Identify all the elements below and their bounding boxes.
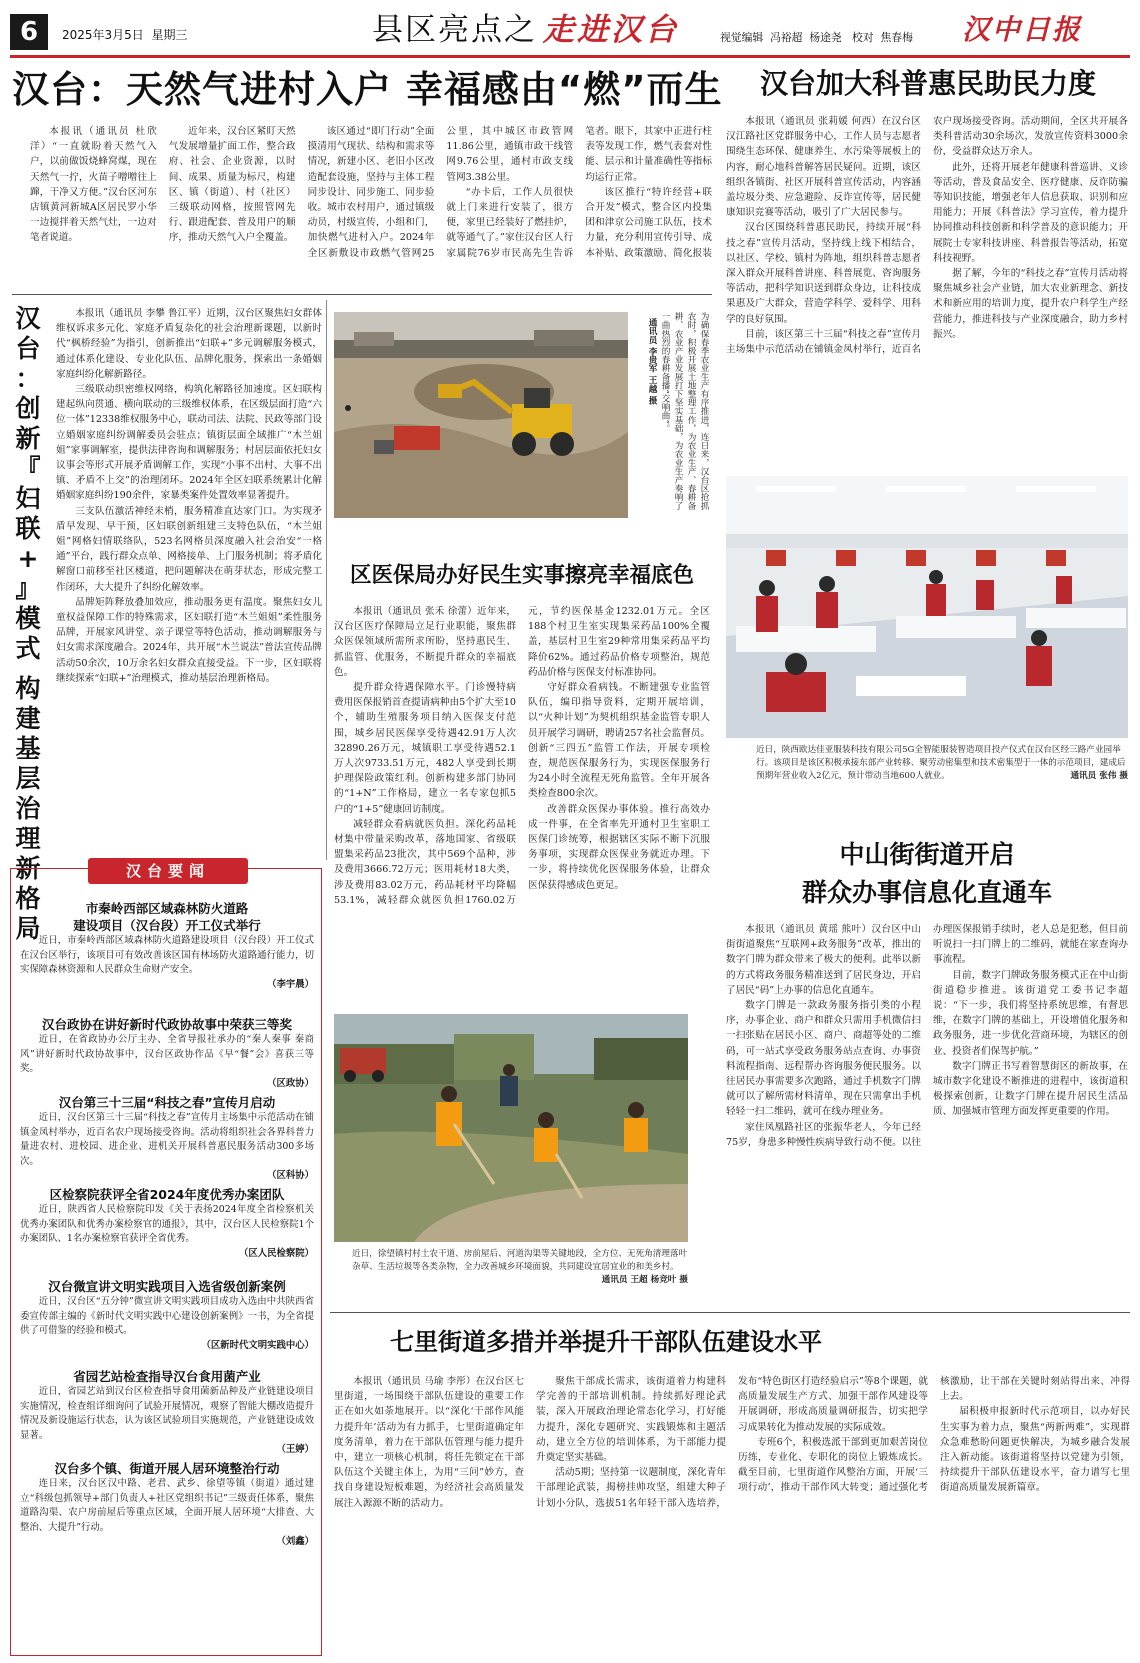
article5-headline-line1: 中山街街道开启: [839, 840, 1015, 869]
article4-body: 本报讯（通讯员 张禾 徐蕾）近年来，汉台区医疗保障局立足行业职能，聚焦群众医保领域所需所求所盼，坚持惠民生、抓监管、优服务，不断提升群众的幸福底色。 提升群众待遇保障水平。门诊慢特病费用医保报销首查提请病种由5个扩大至10个，辅助生殖服务项目纳入医保支付范围，城乡居民医保享受待遇42.91万人次32890.26万元，城镇职工享受待遇52.1万人次9733.51万元，482人享受到长期护理保险政策红利。创新构建多部门协同的“1+N”工作格局，建立一名专家包抓5户的“1+5”健康回访制度。 减轻群众看病就医负担。深化药品耗材集中带量采购改革，落地国家、省级联盟集采药品23批次，其中569个品种，涉及费用3666.72万元；医用耗材18大类，涉及费用83.02万元，药品耗材平均降幅53.1%，减轻群众就医负担1760.02万元，节约医保基金1232.01万元。全区188个村卫生室实现集采药品100%全覆盖，基层村卫生室29种常用集采药品平均降价62%。通过药品价格专项整治，规范药品价格与医保支付标准协同。 守好群众看病钱。不断建强专业监管队伍，编印指导资料，定期开展培训，以“火种计划”为契机组织基金监管专职人员开展学习调研，聘请257名社会监督员。创新“三四五”监管工作法，开展专项检查，规范医保服务行为，实现医保服务行为24小时全流程无死角监管。全年开展各类检查800余次。 改善群众医保办事体验。推行高效办成一件事，在全省率先开通村卫生室职工医保门诊统筹，根据辖区实际不断下沉服务事项，实现群众医保业务就近办理。下一步，将持续优化医保服务体验，让群众医保获得感成色更足。: [334, 606, 710, 906]
article5-body: 本报讯（通讯员 黄瑶 熊叶）汉台区中山街街道聚焦“互联网+政务服务”改革，推出的数字门牌为群众带来了极大的便利。此举以新的方式将政务服务精准送到了居民身边，开启了居民“码”上办事的信息化直通车。 数字门牌是一款政务服务指引类的小程序，办事企业、商户和群众只需用手机微信扫一扫张贴在居民小区、商户、商超等处的二维码，可一站式享受政务服务站点查询、办事资料流程指南、远程帮办咨询服务便民服务。以往居民办事需要多次跑路，通过手机数字门牌就可以了解所需材料清单，现在只需拿出手机轻轻一扫二维码，就可在线办理业务。 家住凤凰路社区的张振华老人，今年已经75岁，身患多种慢性疾病导致行动不便。以往办理医保报销手续时，老人总是犯愁，但目前听说扫一扫门牌上的二维码，就能在家查询办事流程。 目前，数字门牌政务服务模式正在中山街街道稳步推进。该街道党工委书记李超说：“下一步，我们将坚持系统思维，有督思维，在数字门牌的基础上，开设增值化服务和政务服务，进一步优化营商环境，为辖区的创业、投资者们保驾护航。” 数字门牌正书写着智慧街区的新故事，在城市数字化建设不断推进的进程中，该街道积极探索创新，让数字门牌在提升居民生活品质、加强城市管理方面发挥更重要的作用。: [726, 924, 1128, 1148]
article3-body: 本报讯（通讯员 李攀 鲁江平）近期，汉台区聚焦妇女群体维权诉求多元化、家庭矛盾复杂化的社会治理新课题，以新时代“枫桥经验”为指引，创新推出“妇联+”多元调解服务模式，通过体系化建设、专业化队伍、品牌化服务，探索出一条婚姻家庭纠纷化解新路径。 三级联动织密维权网络，构筑化解路径加速度。区妇联构建起纵向贯通、横向联动的三级维权体系，在区级层面打造“六位一体”12338维权服务中心，联动司法、法院、民政等部门设立婚姻家庭纠纷调解委员会驻点；镇街层面全域推广“木兰姐姐”家事调解室，提供法律咨询和调解服务；村居层面依托妇女议事会等形式开展矛盾调解工作，实现“小事不出村、大事不出镇、矛盾不上交”的治理闭环。2024年全区妇联系统累计化解婚姻家庭纠纷190余件，家暴类案件处置效率显著提升。 三支队伍激活神经末梢，服务精准直达家门口。为实现矛盾早发现、早干预，区妇联创新组建三支特色队伍，“木兰姐姐”网格妇情联络队，523名网格员深度融入社会治安“一格通”平台，践行群众点单、网格接单、上门服务机制；将矛盾化解窗口前移至社区楼道，把问题解决在萌芽状态，形成完整工作闭环，大大提升了纠纷化解效率。 品牌矩阵释放叠加效应，推动服务更有温度。聚焦妇女儿童权益保障工作的特殊需求，区妇联打造“木兰姐姐”柔性服务品牌，开展家风讲堂、亲子课堂等特色活动，推动调解服务与妇女需求深度融合。2024年，共开展“木兰说法”普法宣传品牌活动50余次，10万余名妇女群众直接受益。下一步，区妇联将继续探索“妇联+”治理模式，推动基层治理新格局。: [56, 308, 322, 684]
news-briefs-header: 汉台要闻: [125, 862, 210, 880]
article6-top-rule: [330, 1312, 1130, 1313]
farmland-photo-caption: 为确保春季农业生产有序推进，连日来，汉台区抢抓农时，积极开展土地整理工作，为农业生产、春耕备耕、农业产业发展打下坚实基础，为农业生产奏响了一曲热烈的春耕备播“交响曲”。 通讯员 李贵军 王越 摄: [647, 312, 709, 510]
section-title: 县区亮点之 走进汉台: [372, 12, 679, 48]
brief-item: 市秦岭西部区域森林防火道路 建设项目（汉台段）开工仪式举行 近日，市秦岭西部区域森林防火道路建设项目（汉台段）开工仪式在汉台区举行，该项目可有效改善该区国有林场防火道路通行能力，切实保障森林资源和人民群众生命财产安全。 （李宇晨）: [20, 901, 314, 990]
article2-body: 本报讯（通讯员 张莉媛 何西）在汉台区汉江路社区党群服务中心，工作人员与志愿者围绕生态环保、健康养生、水污染等展板上的内容，耐心地科普解答居民疑问。近期，该区组织各镇街、社区开展科普宣传活动，内容涵盖垃圾分类、应急避险、反诈宣传等，居民健康知识竞赛等活动，吸引了广大居民参与。 汉台区围绕科普惠民助民，持续开展“科技之春”宣传月活动，坚持线上线下相结合，以社区、学校、镇村为阵地，组织科普志愿者深入群众开展科普讲座、科普展览、咨询服务等活动，把科学知识送到群众身边，让科技成果惠及广大群众，营造学科学、爱科学、用科学的良好氛围。 目前，该区第三十三届“科技之春”宣传月主场集中示范活动在铺镇金凤村举行，近百名农户现场接受咨询。活动期间，全区共开展各类科普活动30余场次，发放宣传资料3000余份，受益群众达万余人。 此外，还将开展老年健康科普巡讲、义诊等活动，普及食品安全、医疗健康、反诈防骗等知识技能，增强老年人信息获取、识别和应用能力；开展《科普法》学习宣传，着力提升协同推动科技创新和科学普及的意识能力；开展院士专家科技讲座、科普报告等活动，拓宽科技视野。 据了解，今年的“科技之春”宣传月活动将聚焦城乡社会产业链，加大农业新理念、新技术和新应用的培训力度，提升农户科学生产经营能力，推进科技与产业深度融合，助力乡村振兴。: [726, 116, 1128, 356]
column-divider: [326, 300, 327, 860]
brief-item: 汉台微宣讲文明实践项目入选省级创新案例 近日，汉台区“五分钟”微宣讲文明实践项目成功入选由中共陕西省委宣传部主编的《新时代文明实践中心建设创新案例》一书，为全省提供了可借鉴的经验和模式。 （区新时代文明实践中心）: [20, 1279, 314, 1351]
article1-headline: 汉台：天然气进村入户 幸福感由“燃”而生: [12, 68, 723, 111]
article4-headline: 区医保局办好民生实事擦亮幸福底色: [349, 563, 694, 588]
farmland-excavator-photo: [334, 312, 628, 518]
article5-headline-line2: 群众办事信息化直通车: [801, 878, 1052, 907]
brief-item: 省园艺站检查指导汉台食用菌产业 近日，省园艺站到汉台区检查指导食用菌新品种及产业链建设项目实施情况，检查组详细询问了试验开展情况，观察了智能大棚改造提升情况及新设施运行状态，认为该区试验项目实施规范，产业链建设成效显著。 （王婷）: [20, 1369, 314, 1456]
article3-vertical-headline: 汉 台 ： 创 新 『 妇 联 + 』 模 式 构 建 基 层 治 理 新 格 局: [15, 304, 41, 943]
brief-item: 区检察院获评全省2024年度优秀办案团队 近日，陕西省人民检察院印发《关于表扬2024年度全省检察机关优秀办案团队和优秀办案检察官的通报》，其中，汉台区人民检察院1个办案团队、1名办案检察官获评全省优秀。 （区人民检察院）: [20, 1187, 314, 1259]
garment-factory-photo: [726, 476, 1128, 738]
factory-photo-caption: 近日，陕西欧达佳亚服装科技有限公司5G全智能服装智造项目投产仪式在汉台区经三路产业园举行。该项目是该区积极承接东部产业转移、聚劳动密集型和技术密集型于一体的示范项目，建成后预期年营业收入2亿元，预计带动当地600人就业。 通讯员 张伟 摄: [756, 745, 1128, 781]
paper-logo: 汉中日报: [962, 13, 1083, 46]
article6-body: 本报讯（通讯员 马瑜 李彤）在汉台区七里街道，一场围绕干部队伍建设的重要工作正在如火如荼地展开。以“深化‘干部作风能力提升年’活动为有力抓手，七里街道确定年度务清单，着力在干部队伍管理与能力提升中，建立一项核心机制，将任先锁定在干部队伍这个关键主体上，为用“三问”妙方，查找自身建设短板难题，为经济社会高质量发展注入源源不断的活动力。 聚焦干部成长需求，该街道着力构建科学完善的干部培训机制。持续抓好理论武装，深入开展政治理论常态化学习，打好能力提升，深化专题研究、实践锻炼和主题活动，建立全方位的培训体系，为干部能力提升奠定坚实基础。 活动5期；坚持第一议题制度，深化青年干部理论武装，揭榜挂帅攻坚，组建大种子计划小分队，选拔51名年轻干部入选培养，发布“特色街区打造经验启示”等8个课题，就高质量发展生产方式、加强干部作风建设等开展调研，形成高质量调研报告，切实把学习成果转化为推动发展的实际成效。 专班6个，积极选派干部到更加艰苦岗位历练，专业化、专职化的岗位上锻炼成长。截至目前，七里街道作风整治方面，开展‘三项行动’，推动干部作风大转变；通过强化考核激励，让干部在关键时刻站得出来、冲得上去。 届积极申报新时代示范项目，以办好民生实事为着力点，聚焦“两新两难”，实现群众急难愁盼问题更快解决，为城乡融合发展注入新动能。该街道将坚持以党建为引领，持续提升干部队伍建设水平，奋力谱写七里街道高质量发展新篇章。: [334, 1376, 1130, 1509]
editor-credits: 视觉编辑 冯裕超 杨途尧 校对 焦春梅: [720, 31, 913, 44]
brief-item: 汉台第三十三届“科技之春”宣传月启动 近日，汉台区第三十三届“科技之春”宣传月主场集中示范活动在铺镇金凤村举办，近百名农户现场接受咨询。活动将组织社会各界科普力量进农村、进校园、进企业、进机关开展科普惠民服务活动300多场次。 （区科协）: [20, 1095, 314, 1182]
article6-headline: 七里街道多措并举提升干部队伍建设水平: [390, 1328, 822, 1356]
article1-rule: [12, 294, 712, 295]
village-cleanup-photo: [334, 1014, 688, 1242]
brief-item: 汉台多个镇、街道开展人居环境整治行动 连日来，汉台区汉中路、老君、武乡、徐望等镇（街道）通过建立“科级包抓领导+部门负责人+社区党组织书记”三级责任体系，聚焦道路沟渠、农户房前屋后等重点区域，全面开展人居环境“大排查、大整治、大提升”行动。 （刘鑫）: [20, 1461, 314, 1548]
cleanup-photo-caption: 近日，徐望镇村村土农干道、房前屋后、河道沟渠等关键地段，全方位、无死角清理落叶杂草、生活垃圾等各类杂物，全力改善城乡环境面貌，共同建设宜居宜业的和美乡村。 通讯员 王超 杨竞叶 摄: [352, 1249, 688, 1285]
article1-body: 本报讯（通讯员 杜欣洋）“一直就盼着天然气入户，以前做饭烧蜂窝煤，现在天然气一拧，火苗子噌噌往上蹿，干净又方便。”汉台区河东店镇黄河新城A区居民罗小华一边搅拌着天然气灶，一边对笔者说道。 近年来，汉台区紧盯天然气发展增量扩面工作，整合政府、社会、企业资源，以时间、成果、质量为标尺，构建区、镇（街道）、村（社区）三级联动网格，按照管网先行、跟进配套、普及用户的顺序，推动天然气入户全覆盖。 该区通过“即门行动”全面摸清用气现状、结构和需求等情况，新建小区、老旧小区改造配套设施，坚持与主体工程同步设计、同步施工、同步验收。城市农村用户，通过镇级动员，村级宣传，小组和门，加快燃气进村入户。2024年全区新敷设市政燃气管网25公里，其中城区市政管网11.86公里，通镇市政干线管网9.76公里，通村市政支线管网3.38公里。 “办卡后，工作人员很快就上门来进行安装了，很方便，家里已经装好了燃挂炉，就等通气了。”家住汉台区人行家属院76岁市民高先生告诉笔者。眼下，其家中正进行柱表等发现工作，燃气表套对性能、层示和计量准确性等指标均运行正常。 该区推行“特许经营+联合开发”模式，整合区内投集团和津京公司施工队伍，技术力量，充分利用宣传引导、成本补贴、政策激励、简化报装: [30, 126, 712, 259]
issue-date: 2025年3月5日 星期三: [62, 28, 188, 42]
article2-headline: 汉台加大科普惠民助民力度: [759, 67, 1096, 100]
page-number: 6: [19, 17, 39, 47]
masthead-rule: [10, 55, 1130, 58]
brief-item: 汉台政协在讲好新时代政协故事中荣获三等奖 近日，在省政协办公厅主办、全省导报社承办的“秦人秦事 秦商风”讲好新时代政协故事中，汉台区政协作品《早“餐”会》喜获三等奖。 （区政协）: [20, 1017, 314, 1089]
